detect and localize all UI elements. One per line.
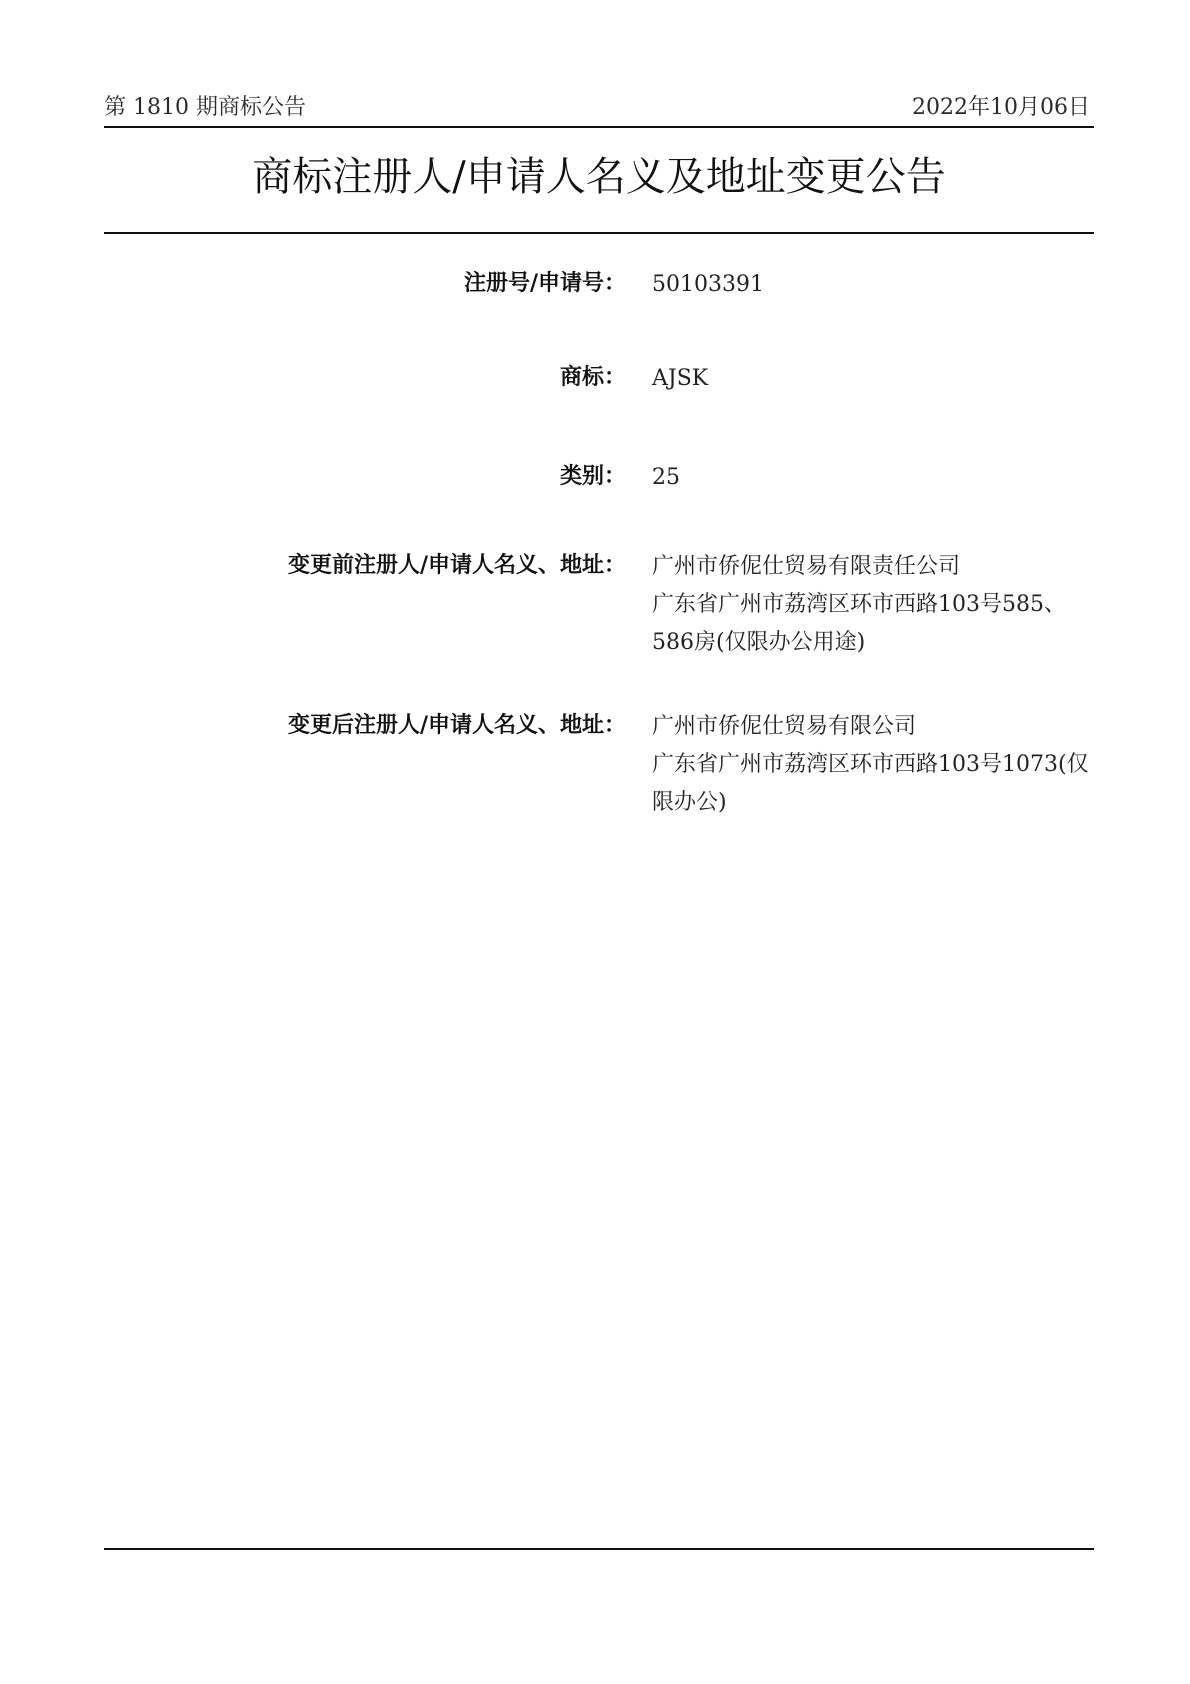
registrant-name-before: 广州市侨伲仕贸易有限责任公司: [652, 554, 961, 579]
registration-number: 50103391: [652, 272, 764, 297]
registrant-name-after: 广州市侨伲仕贸易有限公司: [652, 714, 917, 739]
trademark-class: 25: [652, 465, 680, 490]
page-title: 商标注册人/申请人名义及地址变更公告: [252, 154, 946, 200]
header-divider: [104, 126, 1094, 128]
registrant-address-before: 广东省广州市荔湾区环市西路103号585、586房(仅限办公用途): [652, 592, 1066, 655]
footer-divider: [104, 1548, 1094, 1550]
issue-number: 第 1810 期商标公告: [104, 95, 306, 120]
registrant-address-after: 广东省广州市荔湾区环市西路103号1073(仅限办公): [652, 752, 1089, 815]
field-value: [652, 459, 1106, 497]
issue-date: 2022年10月06日: [912, 95, 1090, 120]
field-label: 注册号/申请号：: [463, 270, 626, 296]
field-label: 变更前注册人/申请人名义、地址：: [287, 552, 626, 578]
field-value: [652, 266, 1106, 304]
field-label: 变更后注册人/申请人名义、地址：: [287, 712, 626, 738]
trademark-name: AJSK: [652, 366, 709, 391]
page-header: [104, 92, 1094, 124]
field-label: 商标：: [559, 364, 626, 390]
field-value: [652, 360, 1106, 398]
field-value: [652, 548, 1106, 662]
field-label: 类别：: [559, 463, 626, 489]
field-value: [652, 708, 1106, 822]
title-divider: [104, 232, 1094, 234]
